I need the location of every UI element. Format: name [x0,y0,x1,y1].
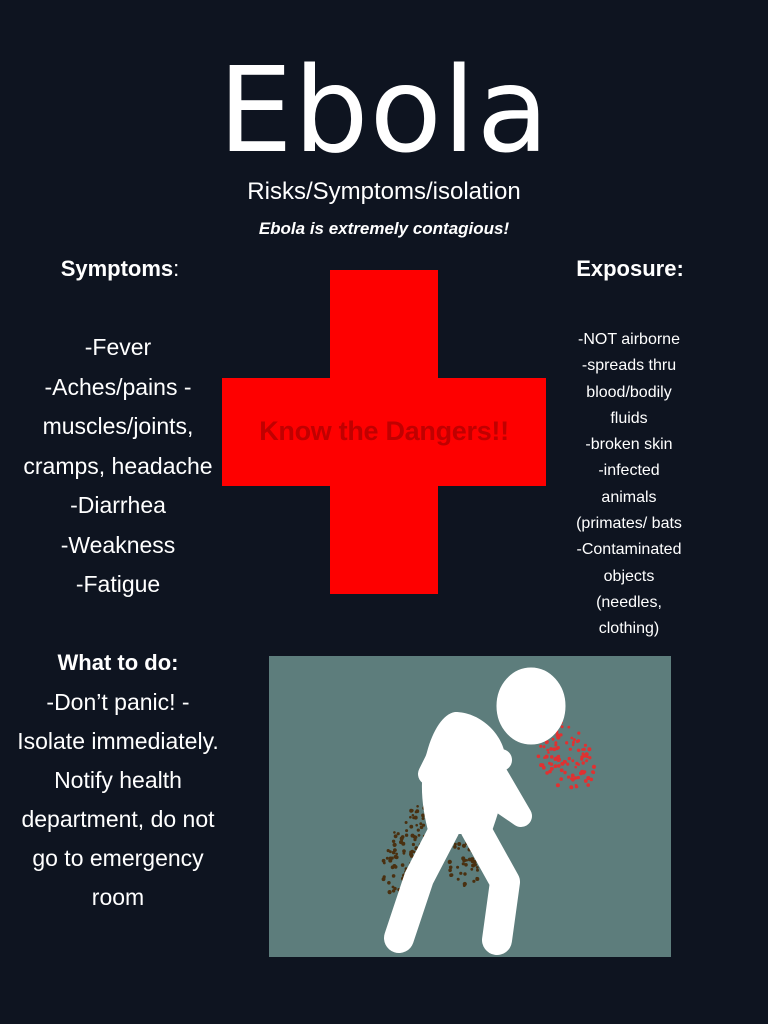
spray-dot [542,766,546,770]
spray-dot [389,857,393,861]
spray-dot [550,755,554,759]
spray-dot [550,763,553,766]
spray-dot [465,859,468,862]
spray-dot [411,809,414,812]
list-item: -Contaminated [576,541,682,559]
list-item: -NOT airborne [578,331,680,348]
spray-dot [582,761,585,764]
spray-dot [575,785,578,788]
spray-dot [583,754,586,757]
spray-dot [557,758,561,762]
spray-dot [409,825,413,829]
spray-dot [412,817,415,820]
list-item: -Fatigue [75,571,161,597]
spray-dot [405,821,408,824]
spray-dot [573,777,576,780]
list-item: fluids [610,409,648,427]
spray-dot [401,842,405,846]
list-item: blood/bodily [586,383,672,401]
know-the-dangers-banner: Know the Dangers!! [259,416,509,446]
symptoms-list [0,328,236,605]
text-line: Isolate immediately. [17,728,219,754]
spray-dot [586,755,589,758]
list-item: -Aches/pains - [44,373,192,400]
spray-dot [571,759,574,762]
spray-dot [475,877,479,881]
list-item: -Weakness [60,531,176,558]
spray-dot [417,829,420,832]
spray-dot [583,748,586,751]
list-item: -Fever [84,334,152,360]
spray-dot [388,890,392,894]
spray-dot [393,848,397,852]
spray-dot [392,874,396,878]
spray-dot [563,760,566,763]
spray-dot [567,776,570,779]
symptoms-heading [30,254,210,284]
text-line: room [91,884,145,910]
spray-dot [412,843,415,846]
spray-dot [559,733,562,736]
spray-dot [476,866,479,869]
spray-dot [572,741,575,744]
spray-dot [577,749,580,752]
spray-dot [401,863,405,867]
what-to-do-text [0,683,236,917]
spray-dot [419,822,422,825]
text-line: go to emergency [32,845,204,871]
spray-dot [457,878,460,881]
spray-dot [571,774,575,778]
spray-dot [592,765,596,769]
list-item: -Diarrhea [70,492,166,518]
list-item: animals [601,488,657,506]
spray-dot [592,771,595,774]
spray-dot [586,783,590,787]
spray-dot [557,764,561,768]
spray-dot [587,747,591,751]
spray-dot [415,809,419,813]
spray-dot [568,757,571,760]
spray-dot [459,872,462,875]
spray-dot [586,776,590,780]
spray-dot [382,859,386,863]
spray-dot [569,748,572,751]
spray-dot [472,880,475,883]
sick-person-illustration [269,656,671,957]
spray-dot [456,866,459,869]
spray-dot [393,843,397,847]
spray-dot [559,777,563,781]
spray-dot [463,882,467,886]
spray-dot [554,764,558,768]
spray-dot [547,751,550,754]
spray-dot [561,725,564,728]
spray-dot [395,853,398,856]
spray-dot [416,805,419,808]
text-line: -Don’t panic! - [46,689,190,715]
spray-dot [577,763,580,766]
spray-dot [565,741,568,744]
spray-dot [449,873,453,877]
spray-dot [554,758,557,761]
spray-dot [449,866,453,870]
spray-dot [570,777,573,780]
spray-dot [545,755,549,759]
spray-dot [543,745,546,748]
spray-dot [545,771,549,775]
spray-dot [539,745,542,748]
spray-dot [556,783,560,787]
list-item: -spreads thru [581,357,677,375]
spray-dot [422,817,425,820]
spray-dot [387,849,390,852]
spray-dot [462,862,465,865]
tagline: Ebola is extremely contagious! [258,219,510,238]
list-item: (needles, [596,593,662,611]
spray-dot [457,847,460,850]
spray-dot [584,744,587,747]
list-item: clothing) [598,620,660,638]
exposure-list [554,327,704,643]
spray-dot [470,857,474,861]
spray-dot [403,852,406,855]
list-item: cramps, headache [23,452,213,479]
spray-dot [387,881,391,885]
spray-dot [566,763,569,766]
spray-dot [409,816,412,819]
spray-dot [457,842,461,846]
spray-dot [573,738,576,741]
spray-dot [415,824,418,827]
text-line: Notify health [54,767,182,793]
spray-dot [394,855,398,859]
text-line: department, do not [21,806,215,832]
spray-dot [577,732,580,735]
spray-dot [546,749,549,752]
spray-dot [554,741,557,744]
spray-dot [537,755,541,759]
spray-dot [412,814,415,817]
spray-dot [552,747,556,751]
spray-dot [552,738,555,741]
list-item: -infected [598,462,660,480]
spray-dot [397,832,400,835]
spray-dot [386,857,389,860]
spray-dot [584,779,588,783]
spray-dot [577,739,580,742]
page-subtitle: Risks/Symptoms/isolation [247,178,521,205]
spray-dot [418,834,421,837]
spray-dot [567,726,570,729]
spray-dot [393,887,396,890]
spray-dot [471,864,475,868]
spray-dot [414,836,417,839]
spray-dot [394,834,398,838]
spray-dot [405,829,408,832]
exposure-heading: Exposure: [576,256,684,281]
spray-dot [546,740,549,743]
spray-dot [463,872,466,875]
spray-dot [392,840,395,843]
what-to-do-heading: What to do: [57,650,179,675]
spray-dot [420,826,424,830]
list-item: -broken skin [585,436,673,454]
symptoms-heading-label: Symptoms [60,256,174,281]
spray-dot [586,753,589,756]
spray-dot [574,766,577,769]
sick-person-icon [269,656,671,957]
spray-dot [421,814,425,818]
spray-dot [588,756,591,759]
spray-dot [393,831,396,834]
page-title: Ebola [218,41,550,179]
spray-dot [394,865,398,869]
spray-dot [570,737,573,740]
spray-dot [383,875,386,878]
spray-dot [585,759,588,762]
spray-dot [405,834,408,837]
spray-dot [572,744,575,747]
spray-dot [411,850,414,853]
list-item: (primates/ bats [576,515,682,533]
spray-dot [476,869,479,872]
spray-dot [453,845,457,849]
spray-dot [556,733,560,737]
spray-dot [470,868,473,871]
spray-dot [448,869,452,873]
spray-dot [569,785,573,789]
spray-dot [549,747,553,751]
spray-dot [563,771,566,774]
spray-dot [550,767,554,771]
spray-dot [448,861,451,864]
spray-dot [391,865,395,869]
spray-dot [579,771,583,775]
list-item: muscles/joints, [42,413,194,439]
list-item: objects [603,567,655,585]
spray-dot [411,834,415,838]
symptoms-heading-colon: : [173,256,180,281]
spray-dot [560,768,564,772]
